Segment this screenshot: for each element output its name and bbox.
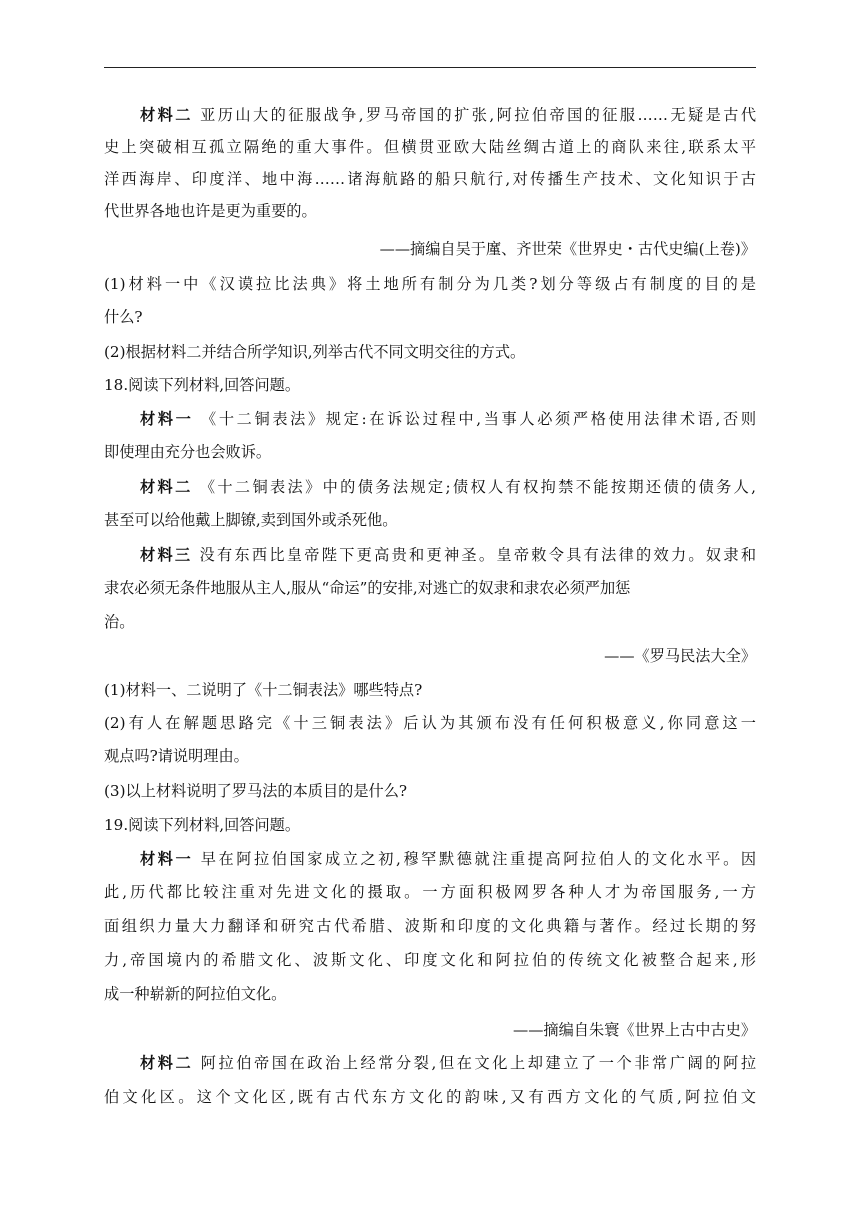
q19-material-1-line-1: 材料一 早在阿拉伯国家成立之初,穆罕默德就注重提高阿拉伯人的文化水平。因 [140, 850, 757, 868]
q17-sub1-line-2: 什么? [104, 308, 143, 326]
header-rule [104, 67, 756, 68]
material-label: 材料二 [140, 106, 193, 124]
q18-material-1-line-1: 材料一 《十二铜表法》规定:在诉讼过程中,当事人必须严格使用法律术语,否则 [140, 410, 757, 428]
q19-material-1-line-5: 成一种崭新的阿拉伯文化。 [104, 985, 287, 1003]
q19-material-1-line-3: 面组织力量大力翻译和研究古代希腊、波斯和印度的文化典籍与著作。经过长期的努 [104, 917, 756, 935]
q19-material-2-line-1: 材料二 阿拉伯帝国在政治上经常分裂,但在文化上却建立了一个非常广阔的阿拉 [140, 1054, 757, 1072]
q19-heading: 19.阅读下列材料,回答问题。 [104, 816, 301, 834]
material-label: 材料二 [140, 478, 193, 496]
material-2-line-4: 代世界各地也许是更为重要的。 [104, 202, 317, 220]
q18-material-3-line-1: 材料三 没有东西比皇帝陛下更高贵和更神圣。皇帝敕令具有法律的效力。奴隶和 [140, 546, 757, 564]
q18-heading: 18.阅读下列材料,回答问题。 [104, 376, 301, 394]
q19-material-1-source: ——摘编自朱寰《世界上古中古史》 [513, 1021, 756, 1039]
material-2-line-2: 史上突破相互孤立隔绝的重大事件。但横贯亚欧大陆丝绸古道上的商队来往,联系太平 [104, 138, 756, 156]
q18-material-2-line-1: 材料二 《十二铜表法》中的债务法规定;债权人有权拘禁不能按期还债的债务人, [140, 478, 757, 496]
material-2-source: ——摘编自吴于廑、齐世荣《世界史・古代史编(上卷)》 [379, 240, 756, 258]
q18-material-1-line-2: 即使理由充分也会败诉。 [104, 443, 272, 461]
q18-material-3-line-2: 隶农必须无条件地服从主人,服从“命运”的安排,对逃亡的奴隶和隶农必须严加惩 [104, 579, 631, 597]
q19-material-1-line-2: 此,历代都比较注重对先进文化的摄取。一方面积极网罗各种人才为帝国服务,一方 [104, 883, 756, 901]
q18-material-3-line-3: 治。 [104, 613, 135, 631]
material-2-line-3: 洋西海岸、印度洋、地中海……诸海航路的船只航行,对传播生产技术、文化知识于古 [104, 170, 756, 188]
q18-material-2-line-2: 甚至可以给他戴上脚镣,卖到国外或杀死他。 [104, 511, 398, 529]
material-label: 材料二 [140, 1054, 194, 1072]
material-label: 材料一 [140, 850, 194, 868]
q19-material-2-line-2: 伯文化区。这个文化区,既有古代东方文化的韵味,又有西方文化的气质,阿拉伯文 [104, 1088, 756, 1106]
q18-sub1: (1)材料一、二说明了《十二铜表法》哪些特点? [104, 681, 423, 699]
q17-sub2: (2)根据材料二并结合所学知识,列举古代不同文明交往的方式。 [104, 343, 526, 361]
q18-sub2-line-2: 观点吗?请说明理由。 [104, 747, 249, 765]
material-label: 材料一 [140, 410, 194, 428]
material-label: 材料三 [140, 546, 193, 564]
q19-material-1-line-4: 力,帝国境内的希腊文化、波斯文化、印度文化和阿拉伯的传统文化被整合起来,形 [104, 951, 756, 969]
q18-source: ——《罗马民法大全》 [604, 647, 756, 665]
material-2-line-1: 材料二 亚历山大的征服战争,罗马帝国的扩张,阿拉伯帝国的征服……无疑是古代 [140, 106, 757, 124]
q18-sub3: (3)以上材料说明了罗马法的本质目的是什么? [104, 782, 408, 800]
q18-sub2-line-1: (2)有人在解题思路完《十三铜表法》后认为其颁布没有任何积极意义,你同意这一 [104, 714, 756, 732]
q17-sub1-line-1: (1)材料一中《汉谟拉比法典》将土地所有制分为几类?划分等级占有制度的目的是 [104, 275, 756, 293]
